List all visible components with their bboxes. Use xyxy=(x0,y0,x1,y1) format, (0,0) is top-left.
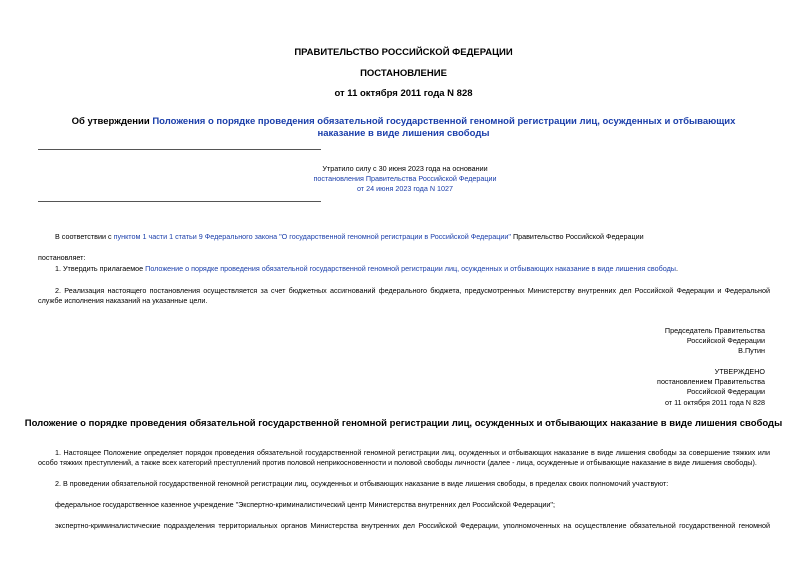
approval-line: постановлением Правительства xyxy=(657,377,765,387)
regulation-paragraph-2: 2. В проведении обязательной государственной геномной регистрации лиц, осужденных и отбывающих наказание в виде лишения свободы, в пределах своих полномочий участвуют: xyxy=(55,479,669,488)
status-note-link-2[interactable]: от 24 июня 2023 года N 1027 xyxy=(356,184,454,193)
preamble-link-law[interactable]: Федерального закона "О государственной геномной регистрации в Российской Федерации" xyxy=(204,232,511,241)
issuer-heading: ПРАВИТЕЛЬСТВО РОССИЙСКОЙ ФЕДЕРАЦИИ xyxy=(294,47,513,58)
status-note-line: Утратило силу с 30 июня 2023 года на основании xyxy=(322,164,488,173)
signature-line: Председатель Правительства xyxy=(664,326,765,335)
divider-bottom xyxy=(38,201,321,202)
regulation-paragraph-4: экспертно-криминалистические подразделения территориальных органов Министерства внутренних дел Российской Федерации, уполномоченных на осуществление обязательной государственной геномной xyxy=(55,521,770,530)
item-1 xyxy=(55,264,775,274)
regulation-paragraph-3: федеральное государственное казенное учреждение "Экспертно-криминалистический центр Министерства внутренних дел Российской Федерации"; xyxy=(55,500,555,509)
preamble-text: В соответствии с xyxy=(55,232,114,241)
approval-stamp xyxy=(657,367,765,408)
item-2: 2. Реализация настоящего постановления осуществляется за счет бюджетных ассигнований федерального бюджета, предусмотренных Министерству внутренних дел Российской Федерации и Федеральной службе исполнения наказаний на указанные цели. xyxy=(38,286,770,305)
approval-line: от 11 октября 2011 года N 828 xyxy=(664,397,765,407)
signature-block xyxy=(665,326,765,357)
approval-line: Российской Федерации xyxy=(686,387,765,397)
preamble-link-article[interactable]: пунктом 1 части 1 статьи 9 xyxy=(113,232,203,241)
regulation-paragraph-1: 1. Настоящее Положение определяет порядок проведения обязательной государственной геномной регистрации лиц, осужденных и отбывающих наказание в виде лишения свободы за совершение тяжких или особо тяжких преступлений, а также всех категорий преступлений против половой неприкосновенности и половой свободы личности (далее - лица, осужденные и отбывающие наказание в виде лишения свободы). xyxy=(38,448,770,467)
divider-top xyxy=(38,149,321,150)
preamble-text: Правительство Российской Федерации xyxy=(510,232,644,241)
title-prefix: Об утверждении xyxy=(71,116,153,127)
decides-label: постановляет: xyxy=(38,253,86,262)
status-note xyxy=(300,164,510,194)
signature-line: Российской Федерации xyxy=(686,336,765,346)
item-1-link[interactable]: Положение о порядке проведения обязательной государственной геномной регистрации лиц, осужденных и отбывающих наказание в виде лишения свободы xyxy=(145,264,676,273)
status-note-link-1[interactable]: постановления Правительства Российской Федерации xyxy=(313,174,497,183)
document-title xyxy=(52,116,755,140)
document-type-heading: ПОСТАНОВЛЕНИЕ xyxy=(360,68,447,79)
preamble xyxy=(55,232,775,242)
regulation-title: Положение о порядке проведения обязательной государственной геномной регистрации лиц, осужденных и отбывающих наказание в виде лишения свободы xyxy=(24,418,783,429)
document-date-number: от 11 октября 2011 года N 828 xyxy=(334,88,473,99)
signature-name: В.Путин xyxy=(738,346,765,356)
item-1-prefix: 1. Утвердить прилагаемое xyxy=(55,264,146,273)
title-link[interactable]: Положения о порядке проведения обязательной государственной геномной регистрации лиц, осужденных и отбывающих наказание в виде лишения свободы xyxy=(152,116,736,139)
approval-line: УТВЕРЖДЕНО xyxy=(714,367,765,376)
item-1-suffix: . xyxy=(675,264,678,273)
